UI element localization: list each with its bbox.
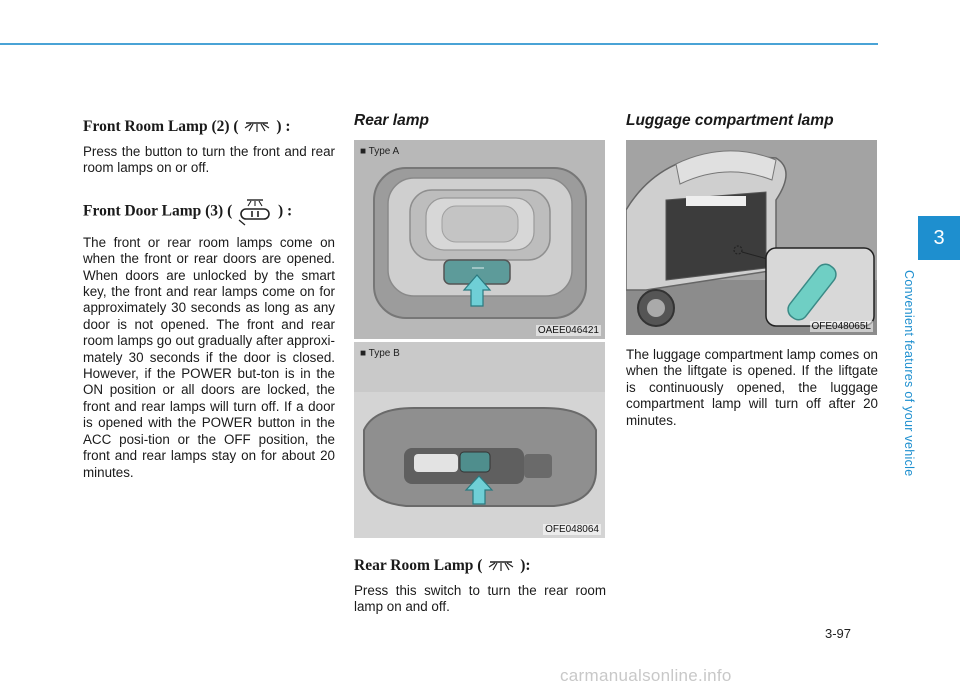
chapter-tab: [918, 216, 960, 260]
rear-lamp-type-a-figure: [354, 140, 605, 339]
rear-lamp-heading: Rear lamp: [354, 112, 429, 129]
type-a-figure-code: OAEE046421: [537, 325, 599, 336]
middle-column: [354, 108, 606, 616]
luggage-lamp-figure: [626, 140, 877, 335]
watermark: carmanualsonline.info: [560, 666, 732, 685]
luggage-compartment-illustration: [626, 140, 877, 335]
chapter-number: 3: [933, 226, 945, 249]
rear-lamp-type-b-figure: [354, 342, 605, 538]
front-room-lamp-text: Press the button to turn the front and rear room lamps on or off.: [83, 144, 335, 176]
front-door-lamp-text: The front or rear room lamps come on when the front or rear doors are opened. When doors are unlocked by the smart key, the front and rear lamps come on for approximately 30 seconds as long as any door is not opened. The front and rear room lamps go out gradually after approxi-mately 30 seconds if the door is closed. However, if the POWER but-ton is in the ON position or all doors are locked, the front and rear lamps will turn off. If a door is opened with the POWER button in the ACC posi-tion or the OFF position, the front and rear lamps stay on for about 20 minutes.: [83, 234, 335, 480]
type-b-figure-code: OFE048064: [545, 524, 599, 535]
type-b-console-illustration: [354, 342, 605, 538]
room-lamp-icon: [242, 120, 272, 134]
luggage-figure-code: OFE048065L: [811, 321, 871, 332]
type-b-label: ■ Type B: [360, 348, 400, 359]
chapter-title: Convenient features of your vehicle: [902, 270, 916, 477]
rear-room-lamp-icon: [486, 559, 516, 573]
left-column: [83, 108, 335, 481]
rear-room-lamp-heading: Rear Room Lamp ( ):: [354, 557, 531, 574]
front-door-lamp-heading: Front Door Lamp (3) ( ) :: [83, 197, 335, 227]
rear-room-lamp-text: Press this switch to turn the rear room lamp on and off.: [354, 583, 606, 615]
front-room-lamp-heading: Front Room Lamp (2) ( ) :: [83, 118, 291, 135]
page-number: 3-97: [825, 626, 852, 641]
luggage-lamp-text: The luggage compartment lamp comes on when the liftgate is opened. If the liftgate is continuously opened, the luggage compartment lamp will turn off after 20 minutes.: [626, 347, 878, 428]
header-rule: [0, 43, 878, 45]
luggage-lamp-heading: Luggage compartment lamp: [626, 112, 834, 129]
type-a-console-illustration: [354, 140, 605, 339]
door-lamp-icon: [236, 197, 274, 227]
type-a-label: ■ Type A: [360, 146, 400, 157]
right-column: [626, 108, 878, 429]
chapter-title-vertical: [897, 270, 921, 500]
